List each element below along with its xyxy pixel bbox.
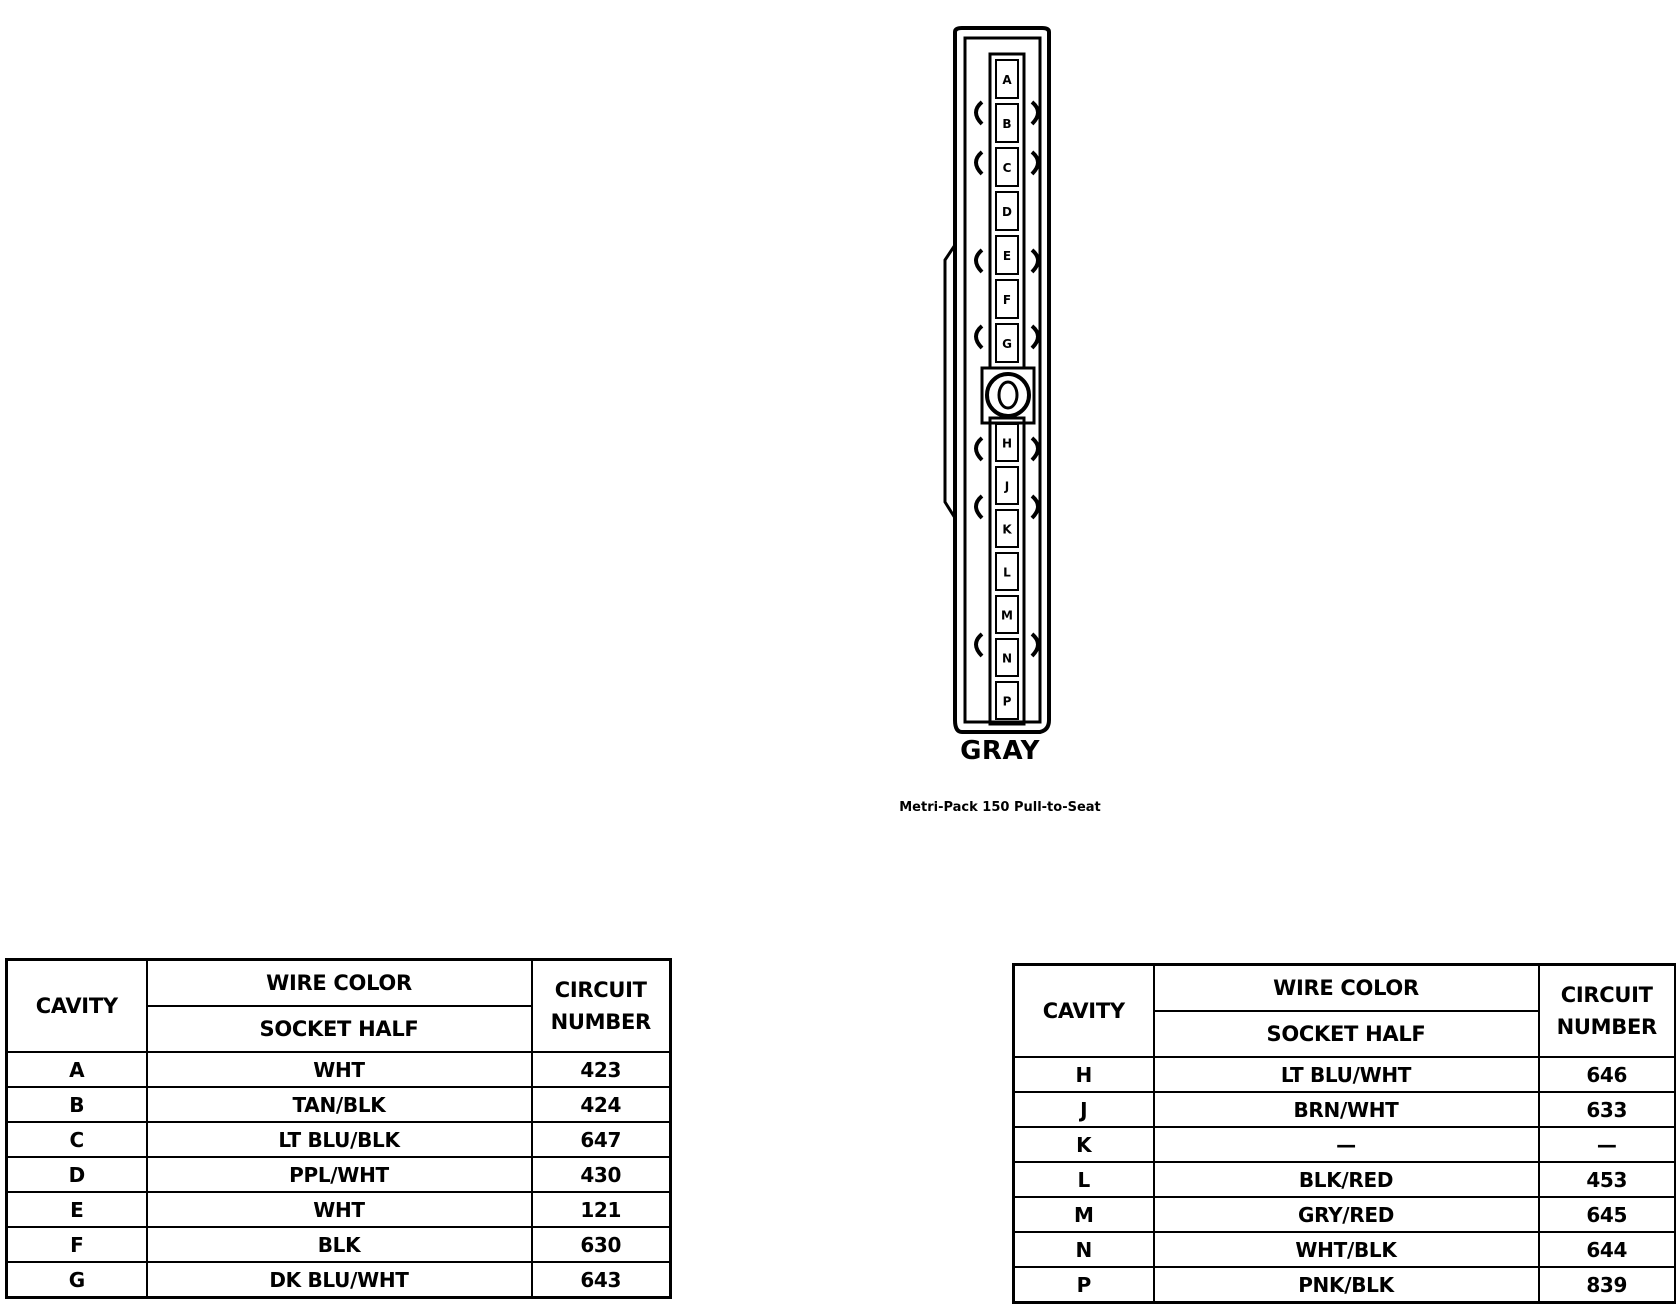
wire-color-cell: LT BLU/BLK	[147, 1122, 532, 1157]
header-socket-half: SOCKET HALF	[147, 1006, 532, 1052]
table-row	[7, 1192, 671, 1227]
circuit-number-cell: 644	[1539, 1232, 1676, 1267]
wire-color-cell: BLK	[147, 1227, 532, 1262]
cavity-letter: H	[1001, 436, 1013, 451]
wire-color-cell: BRN/WHT	[1154, 1092, 1539, 1127]
connector-type-label: Metri-Pack 150 Pull-to-Seat	[899, 800, 1101, 815]
wire-color-cell: WHT/BLK	[1154, 1232, 1539, 1267]
table-row	[7, 1052, 671, 1087]
cavity-cell: N	[1014, 1232, 1154, 1267]
table-row	[7, 1157, 671, 1192]
circuit-number-cell: 647	[532, 1122, 671, 1157]
wire-color-cell: —	[1154, 1127, 1539, 1162]
wire-color-cell: PNK/BLK	[1154, 1267, 1539, 1303]
cavity-cell: F	[7, 1227, 147, 1262]
cavity-letter: J	[1004, 479, 1010, 494]
header-circuit-line1: CIRCUIT	[1560, 983, 1653, 1007]
cavity-cell: K	[1014, 1127, 1154, 1162]
cavity-cell: D	[7, 1157, 147, 1192]
cavity-cell: G	[7, 1262, 147, 1298]
cavity-letter: L	[1003, 565, 1011, 580]
header-socket-half: SOCKET HALF	[1154, 1011, 1539, 1057]
circuit-number-cell: 839	[1539, 1267, 1676, 1303]
header-circuit-line2: NUMBER	[550, 1010, 651, 1034]
circuit-number-cell: 646	[1539, 1057, 1676, 1092]
pinout-table-left	[5, 958, 672, 1299]
circuit-number-cell: 633	[1539, 1092, 1676, 1127]
cavity-cell: B	[7, 1087, 147, 1122]
header-circuit-line2: NUMBER	[1556, 1015, 1657, 1039]
table-row	[7, 1262, 671, 1298]
cavity-letter: E	[1002, 249, 1012, 263]
cavity-letter: G	[1002, 337, 1012, 351]
wire-color-cell: DK BLU/WHT	[147, 1262, 532, 1298]
circuit-number-cell: 430	[532, 1157, 671, 1192]
header-cavity: CAVITY	[7, 960, 147, 1053]
wire-color-cell: WHT	[147, 1192, 532, 1227]
circuit-number-cell: 630	[532, 1227, 671, 1262]
cavity-letter: P	[1002, 694, 1012, 709]
table-row	[7, 1227, 671, 1262]
header-circuit-number	[532, 960, 671, 1053]
pinout-table-right	[1012, 963, 1676, 1304]
table-row	[1014, 1162, 1676, 1197]
wire-color-cell: LT BLU/WHT	[1154, 1057, 1539, 1092]
cavity-letter: F	[1002, 293, 1012, 307]
header-wire-color: WIRE COLOR	[147, 960, 532, 1007]
wire-color-cell: PPL/WHT	[147, 1157, 532, 1192]
table-row	[1014, 1092, 1676, 1127]
circuit-number-cell: 643	[532, 1262, 671, 1298]
table-row	[1014, 1127, 1676, 1162]
circuit-number-cell: —	[1539, 1127, 1676, 1162]
circuit-number-cell: 453	[1539, 1162, 1676, 1197]
cavity-letter: D	[1002, 205, 1012, 219]
cavity-cell: E	[7, 1192, 147, 1227]
header-cavity: CAVITY	[1014, 965, 1154, 1058]
table-row	[7, 1122, 671, 1157]
cavity-cell: C	[7, 1122, 147, 1157]
cavity-letter: A	[1002, 73, 1012, 87]
center-latch-ring	[987, 374, 1029, 416]
table-row	[1014, 1267, 1676, 1303]
header-circuit-number	[1539, 965, 1676, 1058]
connector-diagram	[920, 20, 1080, 735]
circuit-number-cell: 423	[532, 1052, 671, 1087]
table-row	[1014, 1197, 1676, 1232]
table-row	[7, 1087, 671, 1122]
wire-color-cell: TAN/BLK	[147, 1087, 532, 1122]
table-row	[1014, 1057, 1676, 1092]
wire-color-cell: WHT	[147, 1052, 532, 1087]
cavity-letter: C	[1002, 161, 1012, 175]
cavity-letter: M	[1001, 608, 1013, 623]
wire-color-cell: BLK/RED	[1154, 1162, 1539, 1197]
table-row	[1014, 1232, 1676, 1267]
cavity-cell: J	[1014, 1092, 1154, 1127]
header-wire-color: WIRE COLOR	[1154, 965, 1539, 1012]
header-circuit-line1: CIRCUIT	[554, 978, 647, 1002]
pinout-rows-left	[7, 1052, 671, 1298]
cavity-letter: N	[1001, 651, 1013, 666]
cavity-cell: M	[1014, 1197, 1154, 1232]
connector-color-label: GRAY	[960, 736, 1040, 766]
cavity-cell: H	[1014, 1057, 1154, 1092]
circuit-number-cell: 645	[1539, 1197, 1676, 1232]
cavity-cell: L	[1014, 1162, 1154, 1197]
cavity-cell: P	[1014, 1267, 1154, 1303]
cavity-cell: A	[7, 1052, 147, 1087]
wire-color-cell: GRY/RED	[1154, 1197, 1539, 1232]
pinout-rows-right	[1014, 1057, 1676, 1303]
cavity-letter: B	[1002, 117, 1012, 131]
center-latch-hole	[999, 382, 1017, 408]
cavity-letter: K	[1002, 522, 1012, 537]
circuit-number-cell: 121	[532, 1192, 671, 1227]
circuit-number-cell: 424	[532, 1087, 671, 1122]
